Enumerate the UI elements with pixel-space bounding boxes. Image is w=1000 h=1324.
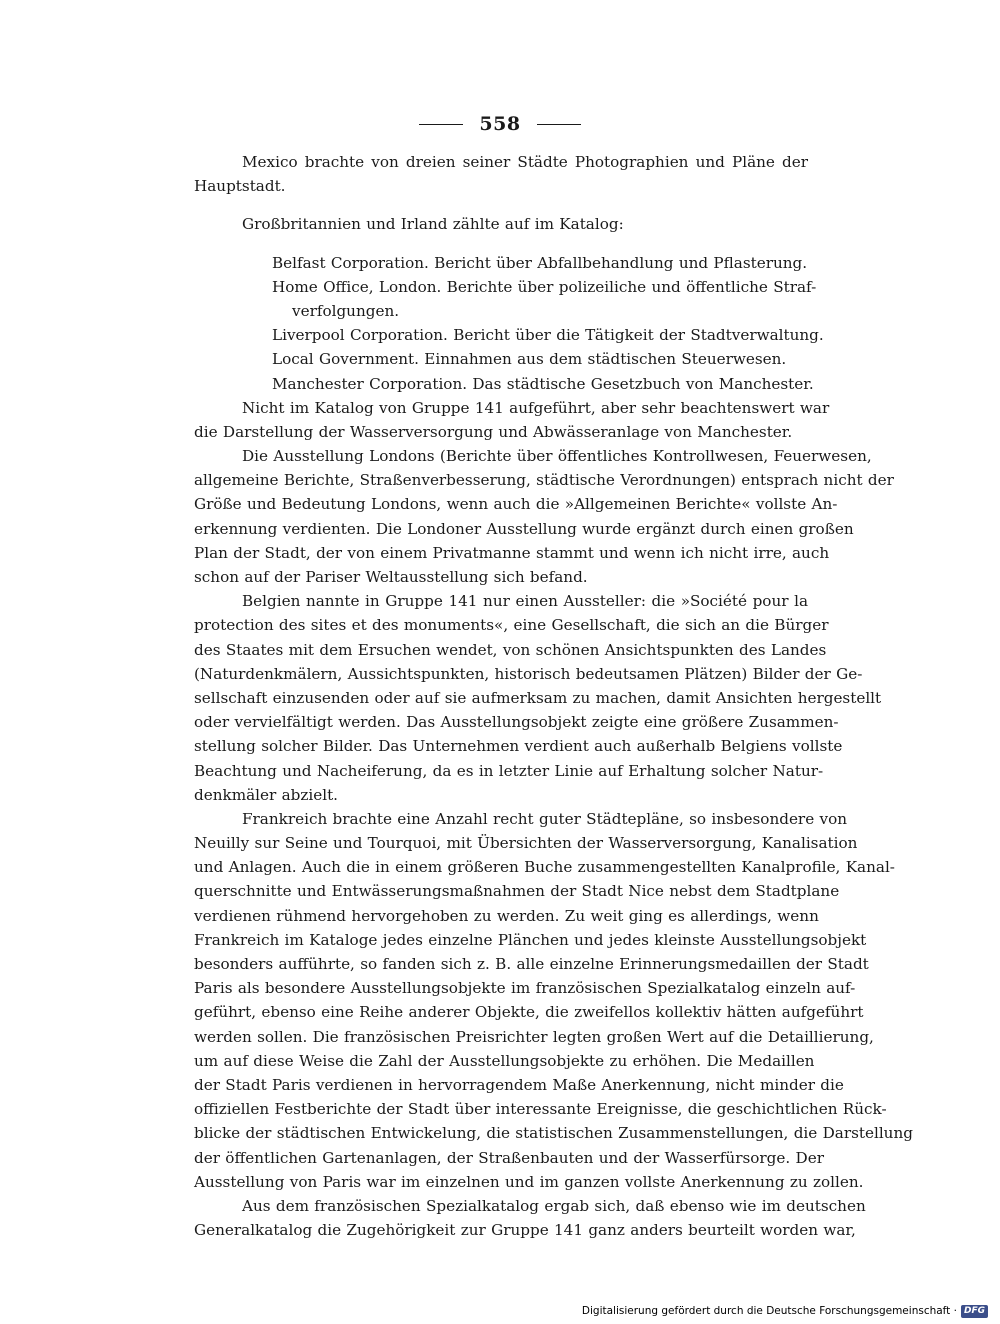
text-line: Neuilly sur Seine und Tourquoi, mit Übersichten der Wasserversorgung, Kanalisation [194, 834, 858, 853]
page-number: 558 [479, 113, 521, 135]
text-line: Die Ausstellung Londons (Berichte über öffentliches Kontrollwesen, Feuerwesen, [242, 447, 872, 466]
text-line: Home Office, London. Berichte über polizeiliche und öffentliche Straf- [272, 277, 817, 296]
text-line: werden sollen. Die französischen Preisrichter legten großen Wert auf die Detaillierung, [194, 1027, 874, 1046]
text-line: blicke der städtischen Entwickelung, die statistischen Zusammenstellungen, die Darstellung [194, 1124, 913, 1143]
text-line: denkmäler abzielt. [194, 785, 338, 804]
text-line: (Naturdenkmälern, Aussichtspunkten, historisch bedeutsamen Plätzen) Bilder der Ge- [194, 664, 863, 683]
text-line: offiziellen Festberichte der Stadt über interessante Ereignisse, die geschichtlichen Rück- [194, 1100, 887, 1119]
text-line: Generalkatalog die Zugehörigkeit zur Gruppe 141 ganz anders beurteilt worden war, [194, 1221, 856, 1240]
dfg-logo: DFG [961, 1305, 988, 1318]
text-line: Paris als besondere Ausstellungsobjekte im französischen Spezialkatalog einzeln auf- [194, 979, 856, 998]
text-line: der öffentlichen Gartenanlagen, der Straßenbauten und der Wasserfürsorge. Der [194, 1148, 824, 1167]
text-line: Nicht im Katalog von Gruppe 141 aufgeführt, aber sehr beachtenswert war [242, 398, 830, 417]
text-line: Frankreich brachte eine Anzahl recht guter Städtepläne, so insbesondere von [242, 809, 848, 828]
text-line: Liverpool Corporation. Bericht über die Tätigkeit der Stadtverwaltung. [272, 326, 824, 345]
text-line: Local Government. Einnahmen aus dem städtischen Steuerwesen. [272, 350, 787, 369]
text-line: sellschaft einzusenden oder auf sie aufmerksam zu machen, damit Ansichten hergestellt [194, 688, 882, 707]
text-line: protection des sites et des monuments«, eine Gesellschaft, die sich an die Bürger [194, 616, 829, 635]
text-line: Hauptstadt. [194, 177, 286, 196]
digitization-footer [582, 1303, 988, 1319]
text-line: oder vervielfältigt werden. Das Ausstellungsobjekt zeigte eine größere Zusammen- [194, 713, 839, 732]
text-line: Belfast Corporation. Bericht über Abfallbehandlung und Pflasterung. [272, 253, 808, 272]
text-line: verdienen rühmend hervorgehoben zu werden. Zu weit ging es allerdings, wenn [194, 906, 819, 925]
text-line: Ausstellung von Paris war im einzelnen und im ganzen vollste Anerkennung zu zollen. [194, 1172, 864, 1191]
text-line: erkennung verdienten. Die Londoner Ausstellung wurde ergänzt durch einen großen [194, 519, 854, 538]
text-line: Frankreich im Kataloge jedes einzelne Plänchen und jedes kleinste Ausstellungsobjekt [194, 930, 867, 949]
text-line: verfolgungen. [292, 301, 400, 320]
text-line: Belgien nannte in Gruppe 141 nur einen Aussteller: die »Société pour la [242, 592, 808, 611]
body-text [194, 150, 913, 1242]
text-line: Größe und Bedeutung Londons, wenn auch die »Allgemeinen Berichte« vollste An- [194, 495, 838, 514]
text-line: querschnitte und Entwässerungsmaßnahmen der Stadt Nice nebst dem Stadtplane [194, 882, 840, 901]
text-line: Beachtung und Nacheiferung, da es in letzter Linie auf Erhaltung solcher Natur- [194, 761, 824, 780]
header-rule-left [419, 124, 463, 125]
text-line: die Darstellung der Wasserversorgung und Abwässeranlage von Manchester. [194, 422, 793, 441]
text-line: schon auf der Pariser Weltausstellung sich befand. [194, 568, 588, 586]
text-line: Großbritannien und Irland zählte auf im Katalog: [242, 215, 624, 234]
text-line: geführt, ebenso eine Reihe anderer Objekte, die zweifellos kollektiv hätten aufgeführt [194, 1003, 864, 1022]
text-line: des Staates mit dem Ersuchen wendet, von schönen Ansichtspunkten des Landes [194, 640, 827, 659]
text-line: besonders aufführte, so fanden sich z. B. alle einzelne Erinnerungsmedaillen der Stadt [194, 955, 869, 973]
text-line: um auf diese Weise die Zahl der Ausstellungsobjekte zu erhöhen. Die Medaillen [194, 1051, 815, 1070]
footer-credit: Digitalisierung gefördert durch die Deutsche Forschungsgemeinschaft · [581, 1305, 957, 1317]
text-line: Manchester Corporation. Das städtische Gesetzbuch von Manchester. [272, 374, 814, 393]
text-line: Mexico brachte von dreien seiner Städte Photographien und Pläne der [242, 153, 808, 171]
header-rule-right [537, 124, 581, 125]
text-line: Plan der Stadt, der von einem Privatmanne stammt und wenn ich nicht irre, auch [194, 543, 830, 562]
page-header [0, 112, 1000, 136]
text-line: der Stadt Paris verdienen in hervorragendem Maße Anerkennung, nicht minder die [194, 1075, 844, 1094]
text-line: und Anlagen. Auch die in einem größeren Buche zusammengestellten Kanalprofile, Kanal- [194, 858, 895, 877]
text-line: Aus dem französischen Spezialkatalog ergab sich, daß ebenso wie im deutschen [242, 1196, 866, 1215]
text-line: allgemeine Berichte, Straßenverbesserung, städtische Verordnungen) entsprach nicht der [194, 471, 894, 490]
text-line: stellung solcher Bilder. Das Unternehmen verdient auch außerhalb Belgiens vollste [194, 737, 843, 756]
